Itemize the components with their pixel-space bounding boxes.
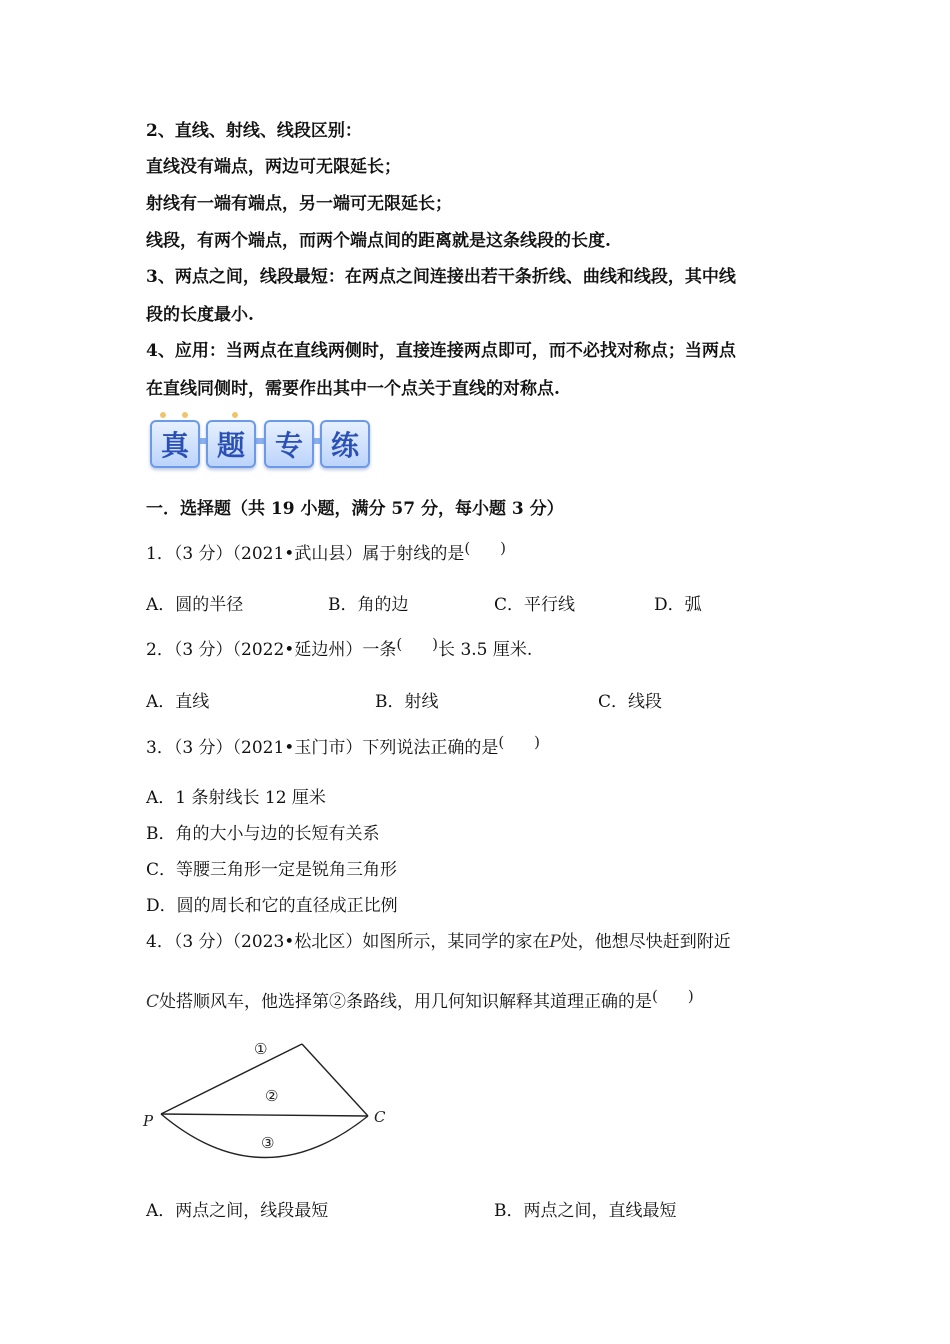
answer-blank: ( ): [464, 539, 507, 557]
pin-decoration: [232, 412, 238, 418]
question-3-stem: 3．（3 分）（2021•玉门市）下列说法正确的是( ): [146, 733, 541, 758]
answer-blank: ( ): [652, 987, 694, 1005]
q3-option-d: D．圆的周长和它的直径成正比例: [146, 896, 398, 916]
route-2-label: ②: [265, 1087, 279, 1105]
route-2-segment: [161, 1114, 368, 1116]
banner-char-4: 练: [320, 420, 370, 468]
route-1-line-b: [302, 1044, 368, 1116]
route-3-label: ③: [261, 1134, 275, 1152]
q4-option-a: A．两点之间，线段最短: [146, 1201, 329, 1221]
var-c: C: [146, 992, 160, 1012]
q3-option-c: C．等腰三角形一定是锐角三角形: [146, 860, 398, 880]
point-2-title: 2、直线、射线、线段区别：: [146, 121, 362, 141]
point-2-line: 直线没有端点，两边可无限延长；: [146, 157, 401, 177]
point-4-line1: 4、应用：当两点在直线两侧时，直接连接两点即可，而不必找对称点；当两点: [146, 341, 736, 361]
question-1-stem: 1．（3 分）（2021•武山县）属于射线的是( ): [146, 539, 507, 564]
banner-char-3: 专: [264, 420, 314, 468]
q2-option-b: B．射线: [375, 692, 439, 712]
q1-option-c: C．平行线: [494, 595, 576, 615]
answer-blank: ( ): [498, 733, 541, 751]
question-4-line1: 4．（3 分）（2023•松北区）如图所示，某同学的家在P处，他想尽快赶到附近: [146, 932, 731, 952]
point-2-ray: 射线有一端有端点，另一端可无限延长；: [146, 194, 452, 214]
q2-option-a: A．直线: [146, 692, 210, 712]
q3-option-b: B．角的大小与边的长短有关系: [146, 824, 380, 844]
q1-option-a: A．圆的半径: [146, 595, 244, 615]
point-c-label: C: [374, 1108, 386, 1126]
point-3-line2: 段的长度最小.: [146, 305, 254, 325]
point-4-line2: 在直线同侧时，需要作出其中一个点关于直线的对称点.: [146, 379, 560, 399]
var-p: P: [549, 932, 561, 952]
point-p-label: P: [143, 1112, 154, 1130]
q1-option-d: D．弧: [654, 595, 702, 615]
question-2-stem: 2．（3 分）（2022•延边州）一条( )长 3.5 厘米.: [146, 635, 533, 660]
banner-char-2: 题: [206, 420, 256, 468]
point-3-line1: 3、两点之间，线段最短：在两点之间连接出若干条折线、曲线和线段，其中线: [146, 267, 736, 287]
banner-char-1: 真: [150, 420, 200, 468]
practice-banner: [148, 412, 370, 468]
section-title: 一．选择题（共 19 小题，满分 57 分，每小题 3 分）: [146, 499, 564, 519]
answer-blank: ( ): [396, 635, 439, 653]
route-diagram: [138, 1030, 398, 1175]
q1-option-b: B．角的边: [328, 595, 409, 615]
q4-option-b: B．两点之间，直线最短: [494, 1201, 677, 1221]
pin-decoration: [182, 412, 188, 418]
route-1-label: ①: [254, 1040, 268, 1058]
route-1-line-a: [161, 1044, 302, 1114]
q2-option-c: C．线段: [598, 692, 663, 712]
question-4-line2: C处搭顺风车，他选择第②条路线，用几何知识解释其道理正确的是( ): [146, 987, 694, 1012]
point-2-segment: 线段，有两个端点，而两个端点间的距离就是这条线段的长度.: [146, 231, 611, 251]
q3-option-a: A．1 条射线长 12 厘米: [146, 788, 326, 808]
pin-decoration: [160, 412, 166, 418]
